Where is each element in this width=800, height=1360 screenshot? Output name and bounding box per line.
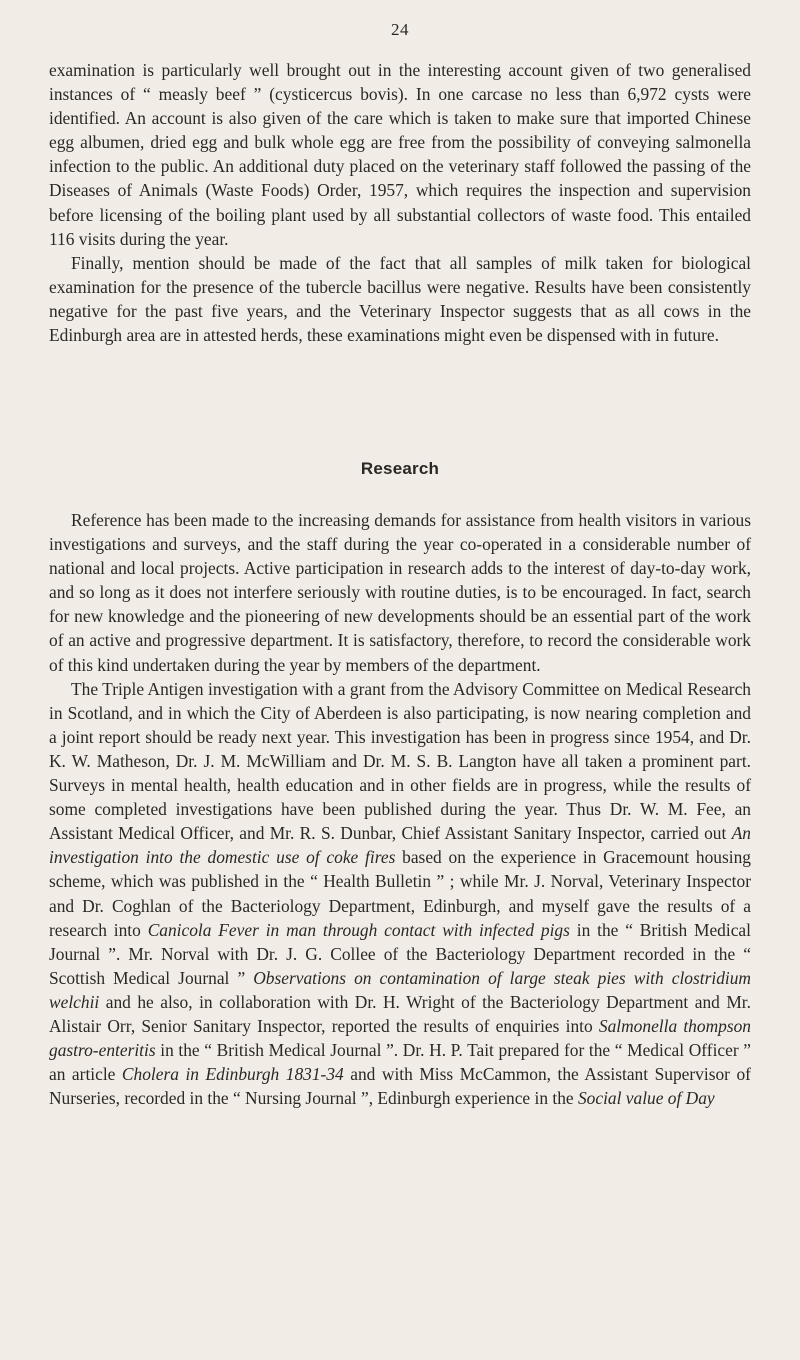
- text-segment: and he also, in collaboration with Dr. H. Wright of the Bacteriology Department and Mr. Alistair Orr, Senior Sanitary Inspector, reported the results of enquiries into: [49, 991, 751, 1036]
- body-text-top: [49, 58, 751, 347]
- text-segment: and with Miss McCammon, the Assistant Supervisor of Nurseries, recorded in the “ Nursing Journal ”, Edinburgh experience in the: [49, 1064, 751, 1109]
- body-text-research: [49, 508, 751, 1110]
- publication-title: An investigation into the domestic use of coke fires: [49, 823, 752, 868]
- section-heading-research: Research: [360, 459, 440, 478]
- publication-title: Cholera in Edinburgh 1831-34: [121, 1064, 344, 1085]
- publication-title: Social value of Day: [577, 1088, 715, 1109]
- text-segment: in the “ British Medical Journal ”. Dr. H. P. Tait prepared for the “ Medical Officer ” an article: [49, 1040, 751, 1085]
- publication-title: Salmonella thompson gastro-enteritis: [49, 1015, 751, 1061]
- paragraph-tubercle-bacillus: Finally, mention should be made of the fact that all samples of milk taken for biological examination for the presence of the tubercle bacillus were negative. Results have been consistently negative for the past five years, and the Veterinary Inspector suggests that as all cows in the Edinburgh area are in attested herds, these examinations might even be dispensed with in future.: [49, 252, 751, 346]
- page-number: 24: [391, 20, 409, 39]
- text-segment: based on the experience in Gracemount housing scheme, which was published in the “ Health Bulletin ” ; while Mr. J. Norval, Veterinary Inspector and Dr. Coghlan of the Bacteriology Department, Edinburgh, and myself gave the results of a research into: [49, 847, 751, 940]
- paragraph-research-projects: [49, 677, 751, 1111]
- text-segment: The Triple Antigen investigation with a grant from the Advisory Committee on Medical Research in Scotland, and in which the City of Aberdeen is also participating, is now nearing completion and a joint report should be ready next year. This investigation has been in progress since 1954, and Dr. K. W. Matheson, Dr. J. M. McWilliam and Dr. M. S. B. Langton have all taken a prominent part. Surveys in mental health, health education and in other fields are in progress, while the results of some completed investigations have been published during the year. Thus Dr. W. M. Fee, an Assistant Medical Officer, and Mr. R. S. Dunbar, Chief Assistant Sanitary Inspector, carried out: [49, 678, 751, 844]
- publication-title: Observations on contamination of large steak pies with clostridium welchii: [49, 967, 751, 1012]
- paragraph-research-intro: Reference has been made to the increasing demands for assistance from health visitors in various investigations and surveys, and the staff during the year co-operated in a considerable number of national and local projects. Active participation in research adds to the interest of day-to-day work, and so long as it does not interfere seriously with routine duties, is to be encouraged. In fact, search for new knowledge and the pioneering of new developments should be an essential part of the work of an active and progressive department. It is satisfactory, therefore, to record the considerable work of this kind undertaken during the year by members of the department.: [49, 510, 751, 675]
- text-segment: in the “ British Medical Journal ”. Mr. Norval with Dr. J. G. Collee of the Bacteriology Department recorded in the “ Scottish Medical Journal ”: [49, 919, 751, 988]
- paragraph-continued: examination is particularly well brought out in the interesting account given of two generalised instances of “ measly beef ” (cysticercus bovis). In one carcase no less than 6,972 cysts were identified. An account is also given of the care which is taken to make sure that imported Chinese egg albumen, dried egg and bulk whole egg are free from the possibility of conveying salmonella infection to the public. An additional duty placed on the veterinary staff followed the passing of the Diseases of Animals (Waste Foods) Order, 1957, which requires the inspection and supervision before licensing of the boiling plant used by all substantial collectors of waste food. This entailed 116 visits during the year.: [49, 60, 751, 249]
- publication-title: Canicola Fever in man through contact with infected pigs: [147, 919, 570, 940]
